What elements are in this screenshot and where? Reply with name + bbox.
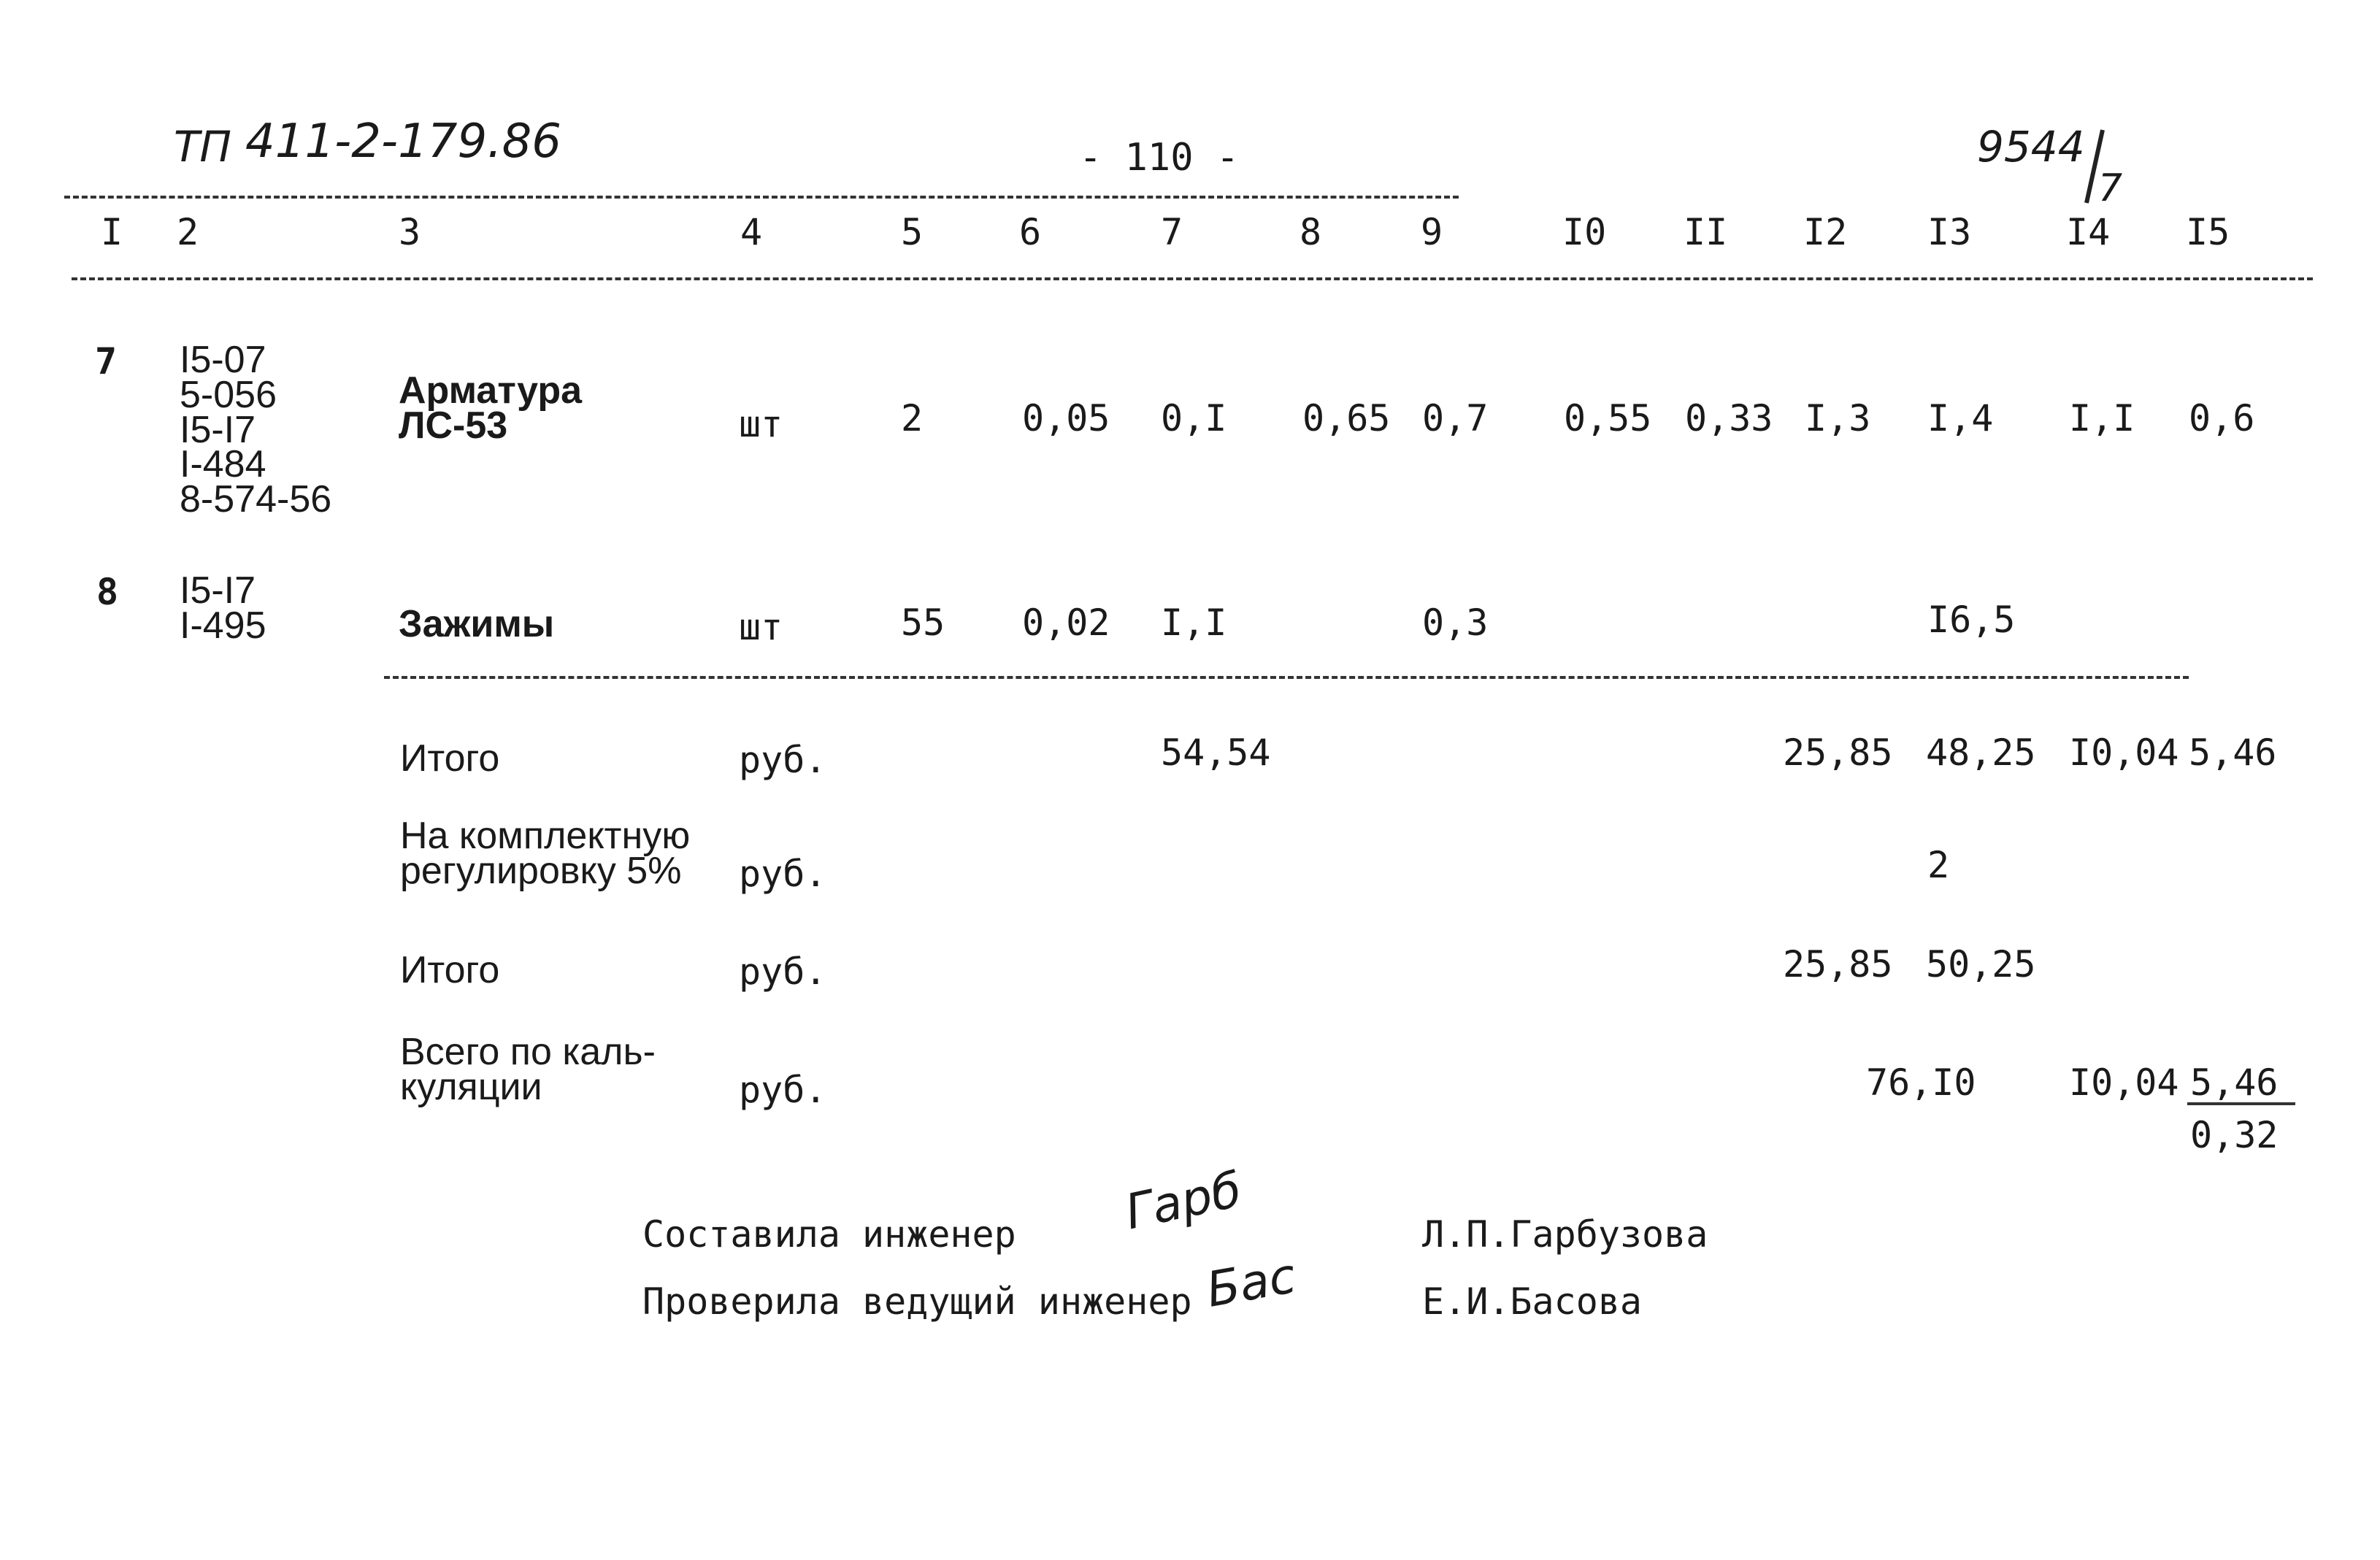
column-header-11: II <box>1684 211 1728 253</box>
section-rule <box>384 676 2189 679</box>
column-header-4: 4 <box>740 211 763 253</box>
totals-label-line: Всего по каль- <box>400 1031 656 1073</box>
column-header-13: I3 <box>1927 211 1972 253</box>
row-qty: 55 <box>901 602 945 644</box>
totals-label <box>400 815 691 892</box>
cell-c13: I,4 <box>1927 397 1994 439</box>
column-header-2: 2 <box>177 211 199 253</box>
handwritten-signature: Гарб <box>1120 1161 1247 1241</box>
row-code: I5-I7 <box>180 408 256 451</box>
totals-label-line: регулировку 5% <box>400 849 682 892</box>
totals-c7: 54,54 <box>1161 731 1271 774</box>
cell-c15: 0,6 <box>2189 397 2255 439</box>
row-code: I-495 <box>180 604 266 647</box>
cell-c6: 0,05 <box>1022 397 1110 439</box>
row-name <box>399 603 555 645</box>
cell-c6: 0,02 <box>1022 602 1110 644</box>
totals-c15: 5,46 <box>2189 731 2277 774</box>
signature-name: Е.И.Басова <box>1422 1280 1643 1323</box>
column-header-8: 8 <box>1300 211 1322 253</box>
cell-c8: 0,65 <box>1302 397 1391 439</box>
row-number: 8 <box>96 571 119 613</box>
top-rule <box>64 196 1459 199</box>
page-number: - 110 - <box>1079 136 1240 180</box>
totals-unit: руб. <box>739 1069 827 1111</box>
fraction-bar <box>2187 1102 2295 1105</box>
cell-c11: 0,33 <box>1685 397 1773 439</box>
totals-label-line: Итого <box>400 949 500 991</box>
totals-unit: руб. <box>739 739 827 781</box>
totals-c12: 25,85 <box>1783 731 1893 774</box>
signature-role: Составила инженер <box>642 1213 1016 1256</box>
column-header-14: I4 <box>2066 211 2111 253</box>
totals-c13: 48,25 <box>1926 731 2036 774</box>
totals-label-line: куляции <box>400 1065 542 1108</box>
row-name-line: Арматура <box>399 369 583 412</box>
row-code: I5-07 <box>180 339 266 381</box>
row-unit: шт <box>739 606 783 648</box>
row-code: I-484 <box>180 443 266 486</box>
column-header-3: 3 <box>399 211 421 253</box>
doc-code-number: 411-2-179.86 <box>245 115 561 169</box>
totals-label <box>400 949 500 991</box>
signature-role: Проверила ведущий инженер <box>642 1280 1192 1323</box>
totals-c15-denominator: 0,32 <box>2190 1114 2279 1156</box>
column-header-15: I5 <box>2186 211 2230 253</box>
column-header-5: 5 <box>901 211 924 253</box>
row-code: I5-I7 <box>180 569 256 612</box>
totals-label-line: На комплектную <box>400 815 691 857</box>
cell-c9: 0,7 <box>1422 397 1489 439</box>
totals-unit: руб. <box>739 853 827 895</box>
column-header-6: 6 <box>1019 211 1042 253</box>
handwritten-signature: Бас <box>1202 1247 1300 1318</box>
totals-c14: I0,04 <box>2069 731 2179 774</box>
cell-c14: I,I <box>2069 397 2135 439</box>
column-header-7: 7 <box>1161 211 1183 253</box>
cell-c10: 0,55 <box>1564 397 1652 439</box>
totals-unit: руб. <box>739 950 827 993</box>
row-code: 8-574-56 <box>180 478 332 521</box>
column-header-10: I0 <box>1562 211 1607 253</box>
column-header-9: 9 <box>1421 211 1443 253</box>
totals-label <box>400 1031 656 1108</box>
doc-code-prefix: ТП <box>174 122 232 172</box>
sheet-fraction-top: 9544 <box>1977 122 2085 172</box>
row-name-line: Зажимы <box>399 603 555 645</box>
row-codes <box>180 569 266 647</box>
cell-c13: I6,5 <box>1927 599 2016 641</box>
row-name <box>399 369 583 447</box>
totals-c14: I0,04 <box>2069 1061 2179 1104</box>
row-unit: шт <box>739 403 783 445</box>
cell-c9: 0,3 <box>1422 602 1489 644</box>
sheet-fraction-bottom: 7 <box>2098 166 2123 210</box>
totals-label-line: Итого <box>400 737 500 780</box>
totals-c13: 76,I0 <box>1866 1061 1976 1104</box>
cell-c12: I,3 <box>1805 397 1871 439</box>
column-header-rule <box>72 277 2313 280</box>
totals-c13: 2 <box>1927 844 1950 886</box>
totals-c13: 50,25 <box>1926 943 2036 985</box>
row-name-line: ЛС-53 <box>399 404 508 447</box>
column-header-1: I <box>101 211 123 253</box>
row-qty: 2 <box>901 397 924 439</box>
cell-c7: 0,I <box>1161 397 1227 439</box>
totals-label <box>400 737 500 780</box>
row-code: 5-056 <box>180 373 277 416</box>
totals-c12: 25,85 <box>1783 943 1893 985</box>
cell-c7: I,I <box>1161 602 1227 644</box>
row-codes <box>180 339 332 521</box>
totals-c15-numerator: 5,46 <box>2190 1061 2279 1104</box>
column-header-12: I2 <box>1803 211 1848 253</box>
signature-name: Л.П.Гарбузова <box>1422 1213 1708 1256</box>
row-number: 7 <box>95 340 118 383</box>
